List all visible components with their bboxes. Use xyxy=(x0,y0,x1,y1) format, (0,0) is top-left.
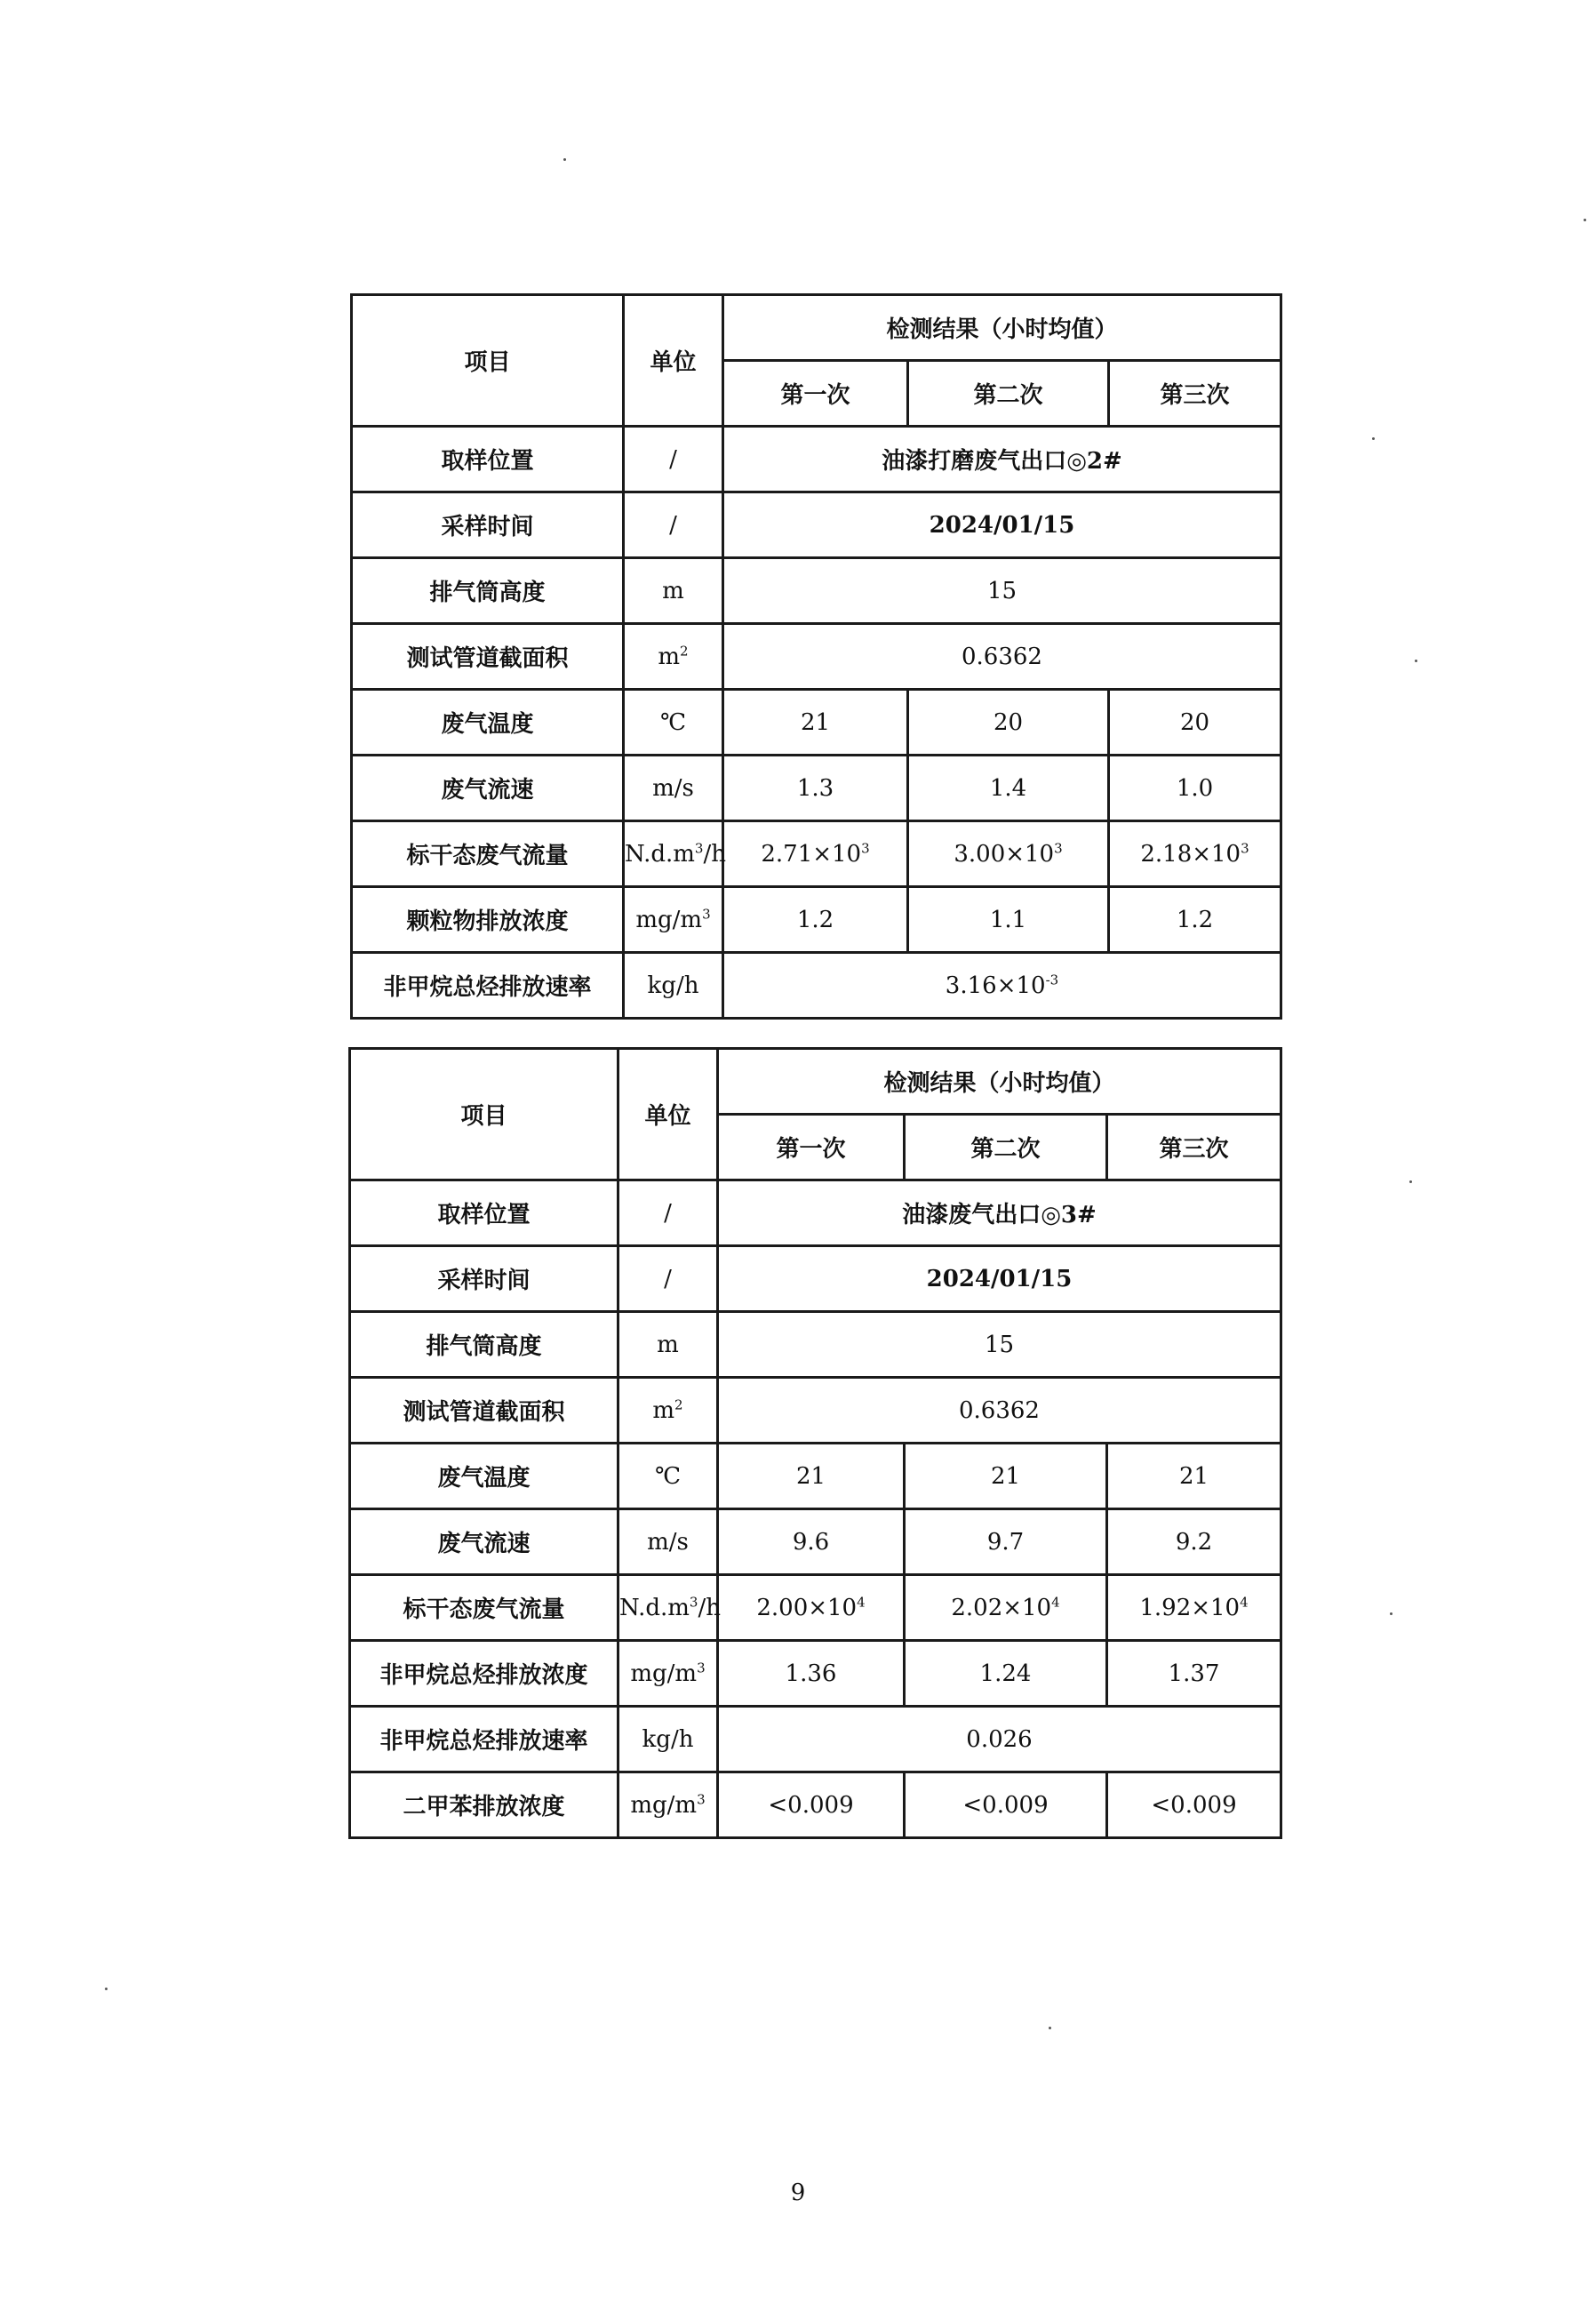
row-unit: $mg/m^3$ xyxy=(624,887,723,953)
row-value: 2024/01/15 xyxy=(718,1246,1281,1312)
row-value: 15 xyxy=(723,558,1281,624)
row-label: 非甲烷总烃排放速率 xyxy=(352,953,624,1019)
header-unit: 单位 xyxy=(618,1049,718,1180)
row-unit: m/s xyxy=(624,756,723,821)
run-2-value: $3.00\times 10^3$ xyxy=(908,821,1109,887)
table-row xyxy=(350,1641,1281,1707)
row-label: 非甲烷总烃排放浓度 xyxy=(350,1641,618,1707)
table-row xyxy=(350,1444,1281,1509)
row-label: 排气筒高度 xyxy=(350,1312,618,1378)
row-label: 标干态废气流量 xyxy=(352,821,624,887)
row-label: 标干态废气流量 xyxy=(350,1575,618,1641)
row-value: 0.6362 xyxy=(718,1378,1281,1444)
row-unit: $N.d.m^3/h$ xyxy=(618,1575,718,1641)
run-3-value: 9.2 xyxy=(1107,1509,1281,1575)
row-label: 取样位置 xyxy=(350,1180,618,1246)
header-result: 检测结果（小时均值） xyxy=(723,295,1281,361)
row-label: 废气流速 xyxy=(352,756,624,821)
header-run-1: 第一次 xyxy=(718,1115,905,1180)
table-row xyxy=(350,1575,1281,1641)
run-2-value: $2.02\times 10^4$ xyxy=(905,1575,1107,1641)
header-run-3: 第三次 xyxy=(1107,1115,1281,1180)
header-unit: 单位 xyxy=(624,295,723,427)
row-unit: m xyxy=(624,558,723,624)
scan-speck xyxy=(1390,1612,1393,1615)
row-unit: $mg/m^3$ xyxy=(618,1772,718,1838)
row-unit: kg/h xyxy=(618,1707,718,1772)
run-1-value: 21 xyxy=(723,690,908,756)
row-unit: $mg/m^3$ xyxy=(618,1641,718,1707)
scan-speck xyxy=(1049,2027,1051,2029)
row-label: 测试管道截面积 xyxy=(350,1378,618,1444)
run-3-value: 1.0 xyxy=(1109,756,1281,821)
row-value: 15 xyxy=(718,1312,1281,1378)
row-label: 采样时间 xyxy=(350,1246,618,1312)
header-run-3: 第三次 xyxy=(1109,361,1281,427)
header-item: 项目 xyxy=(352,295,624,427)
header-run-2: 第二次 xyxy=(908,361,1109,427)
results-table-outlet-3 xyxy=(348,1047,1282,1839)
run-1-value: 21 xyxy=(718,1444,905,1509)
run-3-value: $1.92\times 10^4$ xyxy=(1107,1575,1281,1641)
row-unit: ℃ xyxy=(624,690,723,756)
run-1-value: 1.36 xyxy=(718,1641,905,1707)
table-row xyxy=(350,1707,1281,1772)
table-row xyxy=(352,887,1281,953)
run-2-value: 1.4 xyxy=(908,756,1109,821)
results-table-outlet-2 xyxy=(350,293,1282,1020)
table-row xyxy=(352,427,1281,492)
row-unit: / xyxy=(618,1246,718,1312)
table-row xyxy=(352,624,1281,690)
row-value: 0.026 xyxy=(718,1707,1281,1772)
run-3-value: 21 xyxy=(1107,1444,1281,1509)
row-label: 非甲烷总烃排放速率 xyxy=(350,1707,618,1772)
row-label: 测试管道截面积 xyxy=(352,624,624,690)
row-label: 废气温度 xyxy=(350,1444,618,1509)
row-value: 油漆废气出口◎3# xyxy=(718,1180,1281,1246)
scan-speck xyxy=(1584,219,1586,221)
table-row xyxy=(350,1246,1281,1312)
row-label: 颗粒物排放浓度 xyxy=(352,887,624,953)
run-1-value: <0.009 xyxy=(718,1772,905,1838)
row-unit: $m^2$ xyxy=(618,1378,718,1444)
run-2-value: 20 xyxy=(908,690,1109,756)
table-row xyxy=(352,558,1281,624)
row-label: 二甲苯排放浓度 xyxy=(350,1772,618,1838)
table-row xyxy=(352,756,1281,821)
run-3-value: 20 xyxy=(1109,690,1281,756)
run-3-value: 1.37 xyxy=(1107,1641,1281,1707)
run-2-value: 9.7 xyxy=(905,1509,1107,1575)
header-run-1: 第一次 xyxy=(723,361,908,427)
run-1-value: $2.71\times 10^3$ xyxy=(723,821,908,887)
row-value: $3.16\times 10^{-3}$ xyxy=(723,953,1281,1019)
row-value: 2024/01/15 xyxy=(723,492,1281,558)
row-label: 废气流速 xyxy=(350,1509,618,1575)
header-run-2: 第二次 xyxy=(905,1115,1107,1180)
header-item: 项目 xyxy=(350,1049,618,1180)
run-1-value: $2.00\times 10^4$ xyxy=(718,1575,905,1641)
row-unit: m xyxy=(618,1312,718,1378)
table-row xyxy=(352,690,1281,756)
run-3-value: $2.18\times 10^3$ xyxy=(1109,821,1281,887)
run-2-value: 1.1 xyxy=(908,887,1109,953)
scan-speck xyxy=(563,158,566,161)
row-value: 0.6362 xyxy=(723,624,1281,690)
header-result: 检测结果（小时均值） xyxy=(718,1049,1281,1115)
table-row xyxy=(352,492,1281,558)
table-row xyxy=(352,953,1281,1019)
table-row xyxy=(350,1312,1281,1378)
page-number: 9 xyxy=(790,2180,806,2206)
scan-speck xyxy=(1415,660,1417,662)
row-unit: $m^2$ xyxy=(624,624,723,690)
row-value: 油漆打磨废气出口◎2# xyxy=(723,427,1281,492)
run-2-value: <0.009 xyxy=(905,1772,1107,1838)
run-2-value: 1.24 xyxy=(905,1641,1107,1707)
row-label: 采样时间 xyxy=(352,492,624,558)
row-unit: ℃ xyxy=(618,1444,718,1509)
table-row xyxy=(352,821,1281,887)
table-row xyxy=(350,1180,1281,1246)
row-unit: m/s xyxy=(618,1509,718,1575)
run-3-value: <0.009 xyxy=(1107,1772,1281,1838)
row-label: 废气温度 xyxy=(352,690,624,756)
row-unit: / xyxy=(618,1180,718,1246)
run-3-value: 1.2 xyxy=(1109,887,1281,953)
scan-speck xyxy=(1409,1180,1412,1183)
row-label: 排气筒高度 xyxy=(352,558,624,624)
row-unit: / xyxy=(624,492,723,558)
table-row xyxy=(350,1378,1281,1444)
row-unit: / xyxy=(624,427,723,492)
scan-speck xyxy=(105,1988,108,1990)
scan-speck xyxy=(1372,437,1375,440)
run-1-value: 1.3 xyxy=(723,756,908,821)
table-row xyxy=(350,1509,1281,1575)
run-1-value: 1.2 xyxy=(723,887,908,953)
row-unit: $N.d.m^3/h$ xyxy=(624,821,723,887)
row-unit: kg/h xyxy=(624,953,723,1019)
run-2-value: 21 xyxy=(905,1444,1107,1509)
table-row xyxy=(350,1772,1281,1838)
row-label: 取样位置 xyxy=(352,427,624,492)
run-1-value: 9.6 xyxy=(718,1509,905,1575)
